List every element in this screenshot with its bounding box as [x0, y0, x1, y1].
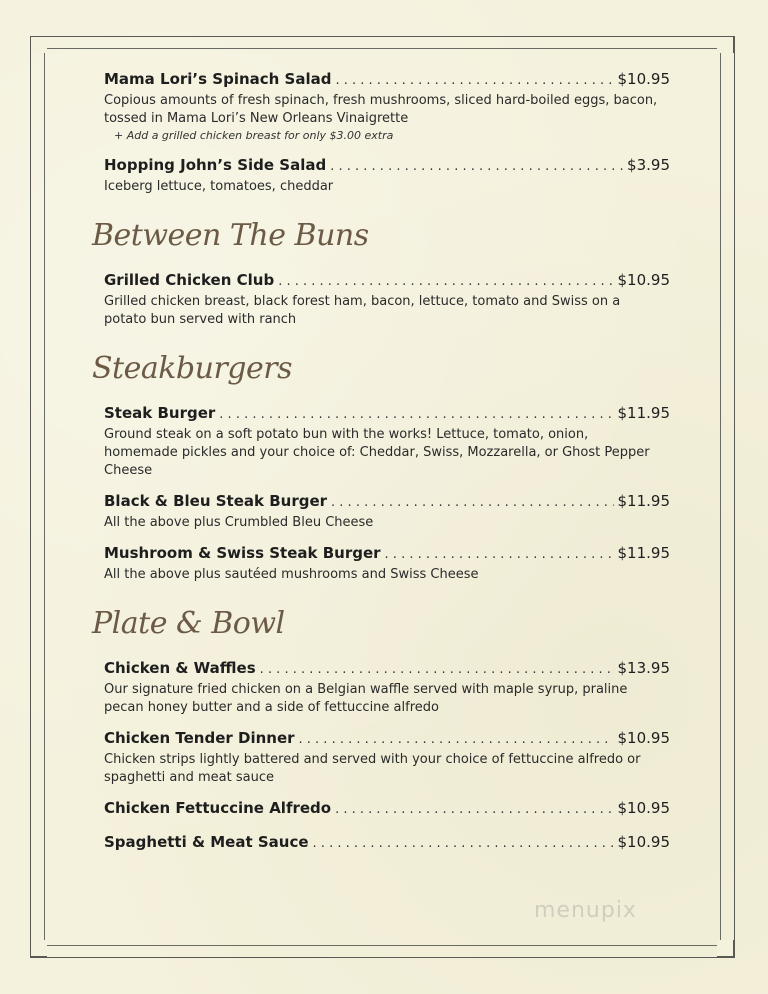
- item-price: $11.95: [617, 492, 670, 510]
- item-price: $10.95: [617, 70, 670, 88]
- frame-corner-bottom-left: [30, 940, 47, 957]
- menu-item-chicken-fettuccine-alfredo: [104, 799, 670, 821]
- menu-item-mushroom-swiss-burger: [104, 544, 670, 584]
- section-title-between-the-buns: Between The Buns: [92, 218, 369, 253]
- dot-leader: [385, 547, 614, 562]
- item-price: $10.95: [617, 833, 670, 851]
- item-price: $10.95: [617, 729, 670, 747]
- frame-corner-top-right: [717, 36, 734, 53]
- menu-item-black-bleu-burger: [104, 492, 670, 532]
- dot-leader: [299, 732, 614, 747]
- menu-item-grilled-chicken-club: [104, 271, 670, 329]
- item-description: Chicken strips lightly battered and served with your choice of fettuccine alfredo or spaghetti and meat sauce: [104, 752, 641, 785]
- menu-item-spinach-salad: [104, 70, 670, 144]
- item-name: Black & Bleu Steak Burger: [104, 492, 328, 510]
- item-price: $11.95: [617, 404, 670, 422]
- menu-content: [92, 70, 670, 867]
- item-price: $10.95: [617, 271, 670, 289]
- dot-leader: [330, 159, 623, 174]
- dot-leader: [219, 407, 613, 422]
- frame-corner-bottom-right: [717, 940, 734, 957]
- item-description: Iceberg lettuce, tomatoes, cheddar: [104, 179, 334, 194]
- menu-item-steak-burger: [104, 404, 670, 480]
- item-price: $13.95: [617, 659, 670, 677]
- item-description: All the above plus sautéed mushrooms and Swiss Cheese: [104, 567, 479, 582]
- dot-leader: [331, 495, 613, 510]
- item-name: Mushroom & Swiss Steak Burger: [104, 544, 381, 562]
- item-description: Ground steak on a soft potato bun with the works! Lettuce, tomato, onion, homemade pickles and your choice of: Cheddar, Swiss, Mozzarella, or Ghost Pepper Cheese: [104, 427, 650, 478]
- dot-leader: [335, 802, 613, 817]
- item-description: All the above plus Crumbled Bleu Cheese: [104, 515, 374, 530]
- item-name: Chicken Fettuccine Alfredo: [104, 799, 332, 817]
- item-name: Steak Burger: [104, 404, 216, 422]
- menu-item-side-salad: [104, 156, 670, 196]
- item-description: Our signature fried chicken on a Belgian waffle served with maple syrup, praline pecan honey butter and a side of fettuccine alfredo: [104, 682, 628, 715]
- item-name: Chicken & Waffles: [104, 659, 256, 677]
- menu-item-chicken-waffles: [104, 659, 670, 717]
- item-addon-note: + Add a grilled chicken breast for only $3.00 extra: [114, 129, 394, 142]
- item-description: Grilled chicken breast, black forest ham, bacon, lettuce, tomato and Swiss on a potato bun served with ranch: [104, 294, 621, 327]
- item-name: Spaghetti & Meat Sauce: [104, 833, 309, 851]
- dot-leader: [335, 73, 613, 88]
- frame-corner-top-left: [30, 36, 47, 53]
- dot-leader: [278, 274, 613, 289]
- section-title-steakburgers: Steakburgers: [92, 351, 292, 386]
- watermark: menupix: [534, 898, 637, 923]
- item-name: Grilled Chicken Club: [104, 271, 275, 289]
- dot-leader: [260, 662, 614, 677]
- item-description: Copious amounts of fresh spinach, fresh mushrooms, sliced hard-boiled eggs, bacon, tossed in Mama Lori’s New Orleans Vinaigrette: [104, 93, 658, 126]
- item-price: $3.95: [627, 156, 670, 174]
- dot-leader: [313, 836, 614, 851]
- item-name: Chicken Tender Dinner: [104, 729, 295, 747]
- item-name: Hopping John’s Side Salad: [104, 156, 327, 174]
- item-name: Mama Lori’s Spinach Salad: [104, 70, 332, 88]
- item-price: $10.95: [617, 799, 670, 817]
- menu-item-chicken-tender-dinner: [104, 729, 670, 787]
- menu-item-spaghetti-meat-sauce: [104, 833, 670, 855]
- item-price: $11.95: [617, 544, 670, 562]
- section-title-plate-bowl: Plate & Bowl: [92, 606, 285, 641]
